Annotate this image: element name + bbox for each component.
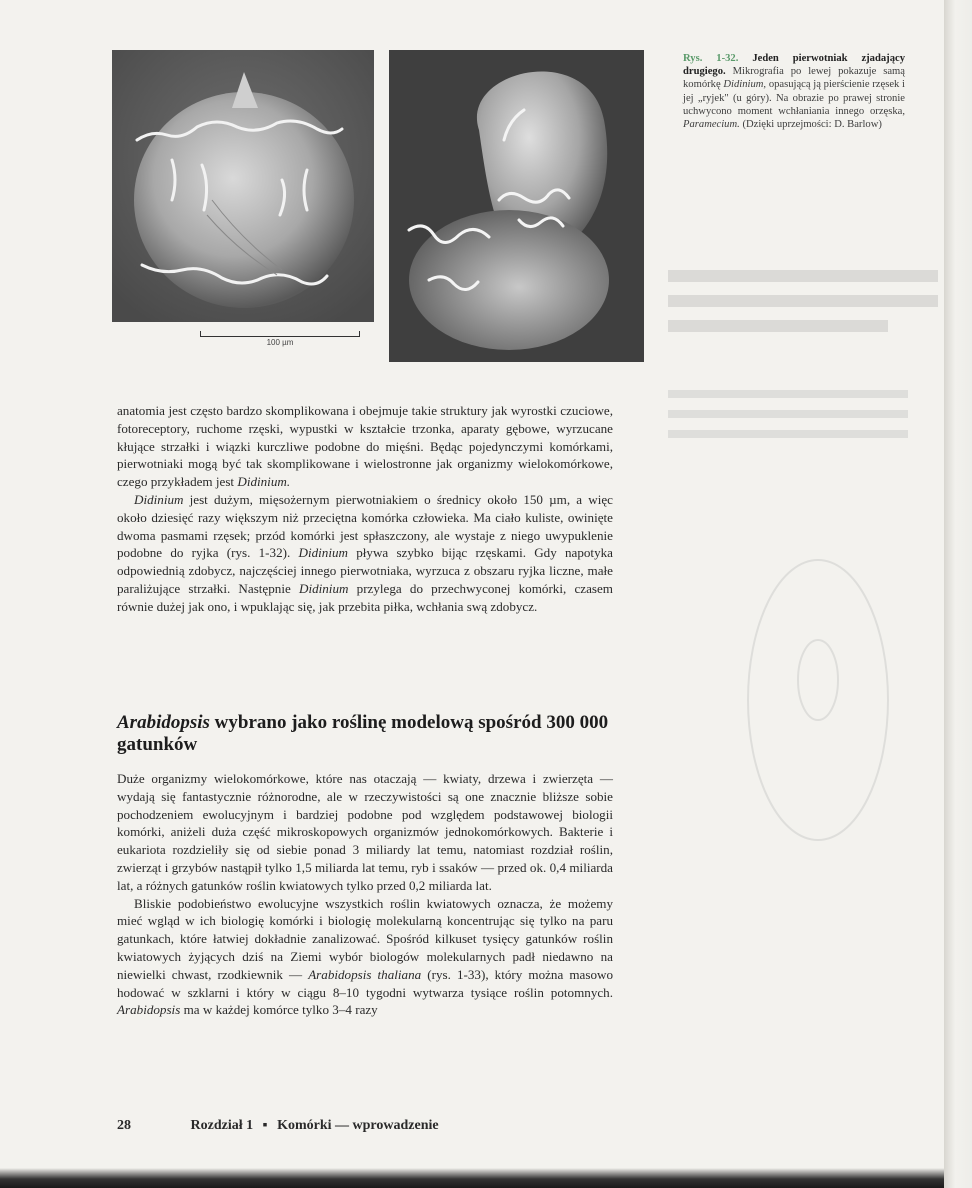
paragraph	[117, 895, 613, 1020]
italic-term: Arabidopsis thaliana	[308, 966, 422, 982]
figure-caption	[683, 52, 905, 131]
micrograph-didinium	[112, 50, 374, 322]
body-text-section-1	[117, 402, 613, 616]
section-heading	[117, 712, 617, 756]
italic-term: Didinium	[134, 491, 184, 507]
paragraph-text: Bliskie podobieństwo ewolucyjne wszystkich roślin kwiatowych oznacza, że możemy mieć wgląd w ich biologię komórki i biologię molekularną koncentrując się tylko na paru gatunkach, które łatwiej dokładnie zanalizować. Spośród kilkuset tysięcy gatunków roślin kwiatowych żyjących dziś na Ziemi wybór biologów molekularnych padł niedawno na niewielki chwast, rzodkiewnik —	[117, 895, 613, 982]
caption-organism-paramecium: Paramecium.	[683, 119, 740, 131]
bleed-through-shadow	[648, 120, 948, 1120]
italic-term: Didinium.	[237, 474, 291, 490]
paragraph-text: anatomia jest często bardzo skomplikowana i obejmuje takie struktury jak wyrostki czuciowe, fotoreceptory, ruchome rzęski, wypustki w kształcie trzonka, aparaty gębowe, wyrzucane kłujące strzałki i wiązki kurczliwe podobne do mięśni. Będąc pojedynczymi komórkami, pierwotniaki mogą być tak skomplikowane i wielostronne jak organizmy wielokomórkowe, czego przykładem jest	[117, 403, 613, 490]
paragraph	[117, 491, 613, 616]
paragraph-text: (rys. 1-33), który można masowo hodować w szklarni i który w ciągu 8–10 tygodni wytwarza tysiące roślin potomnych.	[117, 966, 613, 1000]
paragraph-text: pływa szybko bijąc rzęskami. Gdy napotyka odpowiednią zdobycz, najczęściej innego pierwotniaka, wyrzuca z obszaru ryjka liczne, małe paraliżujące strzałki. Następnie	[117, 545, 613, 596]
italic-term: Didinium	[298, 580, 349, 596]
page-footer	[117, 1118, 613, 1134]
paragraph-text: ma w każdej komórce tylko 3–4 razy	[183, 1002, 378, 1018]
italic-term: Arabidopsis	[117, 1002, 181, 1018]
figure-number: Rys. 1-32.	[683, 53, 739, 64]
engulfing-image	[389, 50, 644, 362]
body-text-section-2	[117, 770, 613, 1019]
figure-title: Jeden pierwotniak zjadający drugiego.	[683, 53, 905, 78]
chapter-title: Komórki — wprowadzenie	[277, 1118, 439, 1133]
caption-credit: (Dzięki uprzejmości: D. Barlow)	[742, 119, 882, 131]
heading-italic-term: Arabidopsis	[117, 712, 210, 733]
caption-organism-didinium: Didinium,	[723, 79, 767, 91]
italic-term: Didinium	[298, 545, 348, 561]
paragraph-text: Duże organizmy wielokomórkowe, które nas otaczają — kwiaty, drzewa i zwierzęta — wydają się fantastycznie różnorodne, ale w rzeczywistości są one znacznie bliższe sobie pochodzeniem ewolucyjnym i bardziej podobne pod względem podstawowej biologii komórki, aniżeli duża część mikroskopowych organizmów jednokomórkowych. Bakterie i eukariota rozdzieliły się od siebie ponad 3 miliardy lat temu, natomiast rozdział roślin, zwierząt i grzybów nastąpił tylko 1,5 miliarda lat temu, ryb i ssaków — przed ok. 0,4 miliarda lat, a różnych gatunków roślin kwiatowych tylko przed 0,2 miliarda lat.	[117, 771, 613, 893]
didinium-image	[112, 50, 374, 322]
chapter-label: Rozdział 1	[190, 1118, 254, 1133]
page-bottom-edge	[0, 1168, 944, 1188]
footer-separator: ▪	[262, 1118, 268, 1133]
paragraph-text: jest dużym, mięsożernym pierwotniakiem o średnicy około 150 µm, a więc około dziesięć razy większym niż przeciętna komórka człowieka. Ma ciało kuliste, owinięte dwoma pasmami rzęsek; przód komórki jest spłaszczony, ale wystaje z niego uwypuklenie podobne do ryjka (rys. 1-32).	[117, 491, 613, 561]
micrograph-engulfing-paramecium	[389, 50, 644, 362]
paragraph	[117, 770, 613, 895]
heading-text: wybrano jako roślinę modelową spośród 300 000 gatunków	[117, 712, 609, 755]
paragraph-text: przylega do przechwyconej komórki, czasem równie dużej jak ono, i wpuklając się, jak przebita piłka, wchłania swą zdobycz.	[117, 580, 613, 614]
caption-text-1: Mikrografia po lewej pokazuje samą komórkę	[683, 66, 905, 91]
page-number: 28	[117, 1118, 131, 1133]
page-right-edge	[944, 0, 972, 1188]
scale-bar-label: 100 µm	[266, 338, 294, 347]
paragraph	[117, 402, 613, 491]
caption-text-2: opasującą ją pierścienie rzęsek i jej „ryjek" (u góry). Na obrazie po prawej stronie uchwycono moment wchłaniania innego orzęska,	[683, 79, 905, 117]
scale-bar	[200, 331, 360, 337]
